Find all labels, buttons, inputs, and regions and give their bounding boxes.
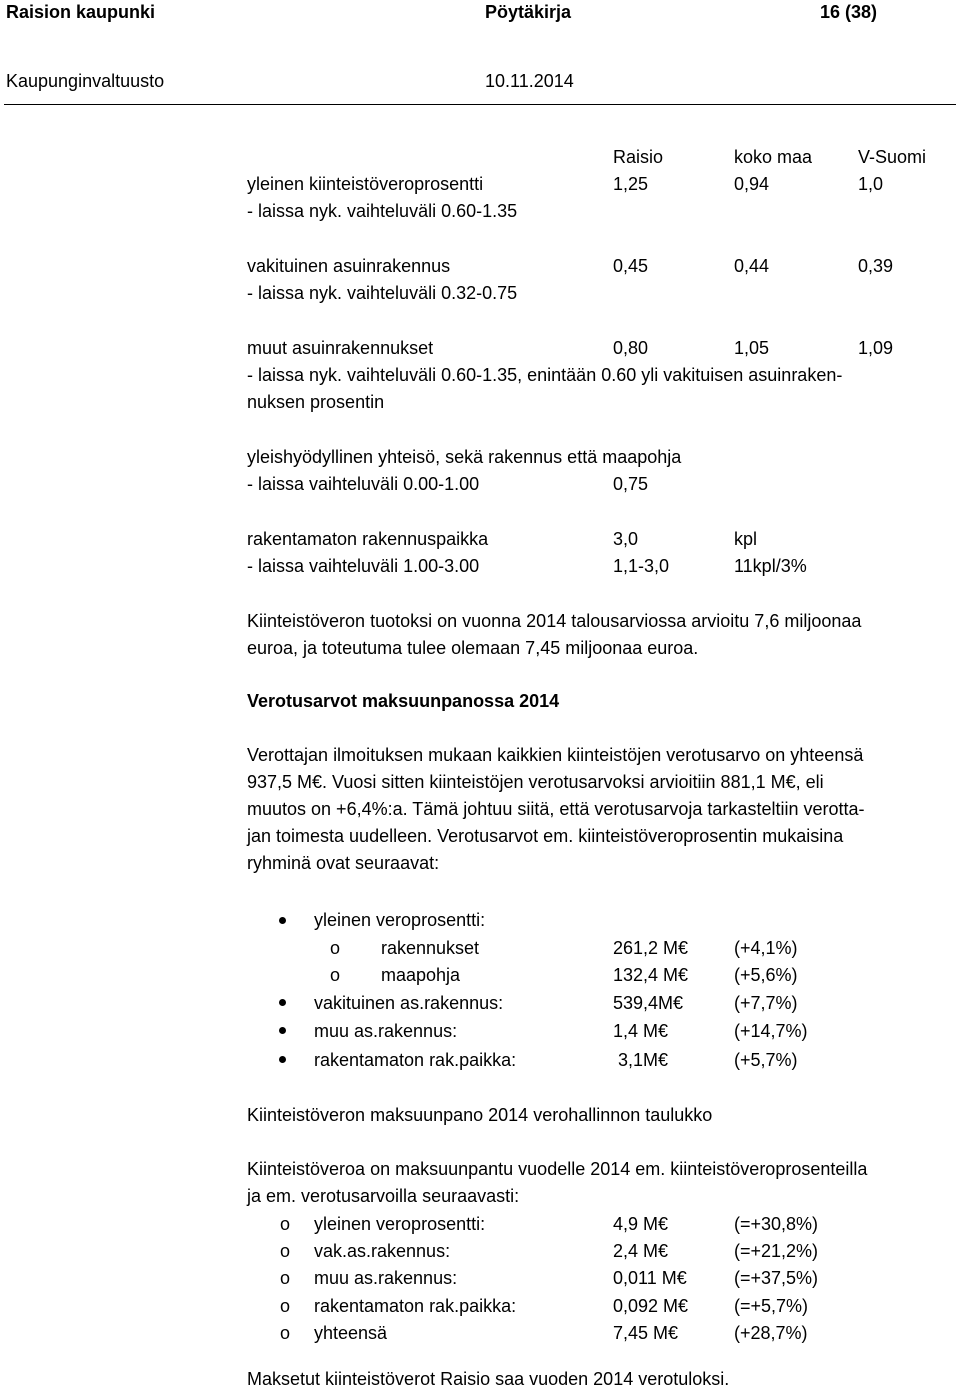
row-label: muut asuinrakennukset	[247, 338, 434, 358]
row-sublabel: - laissa vaihteluväli 1.00-3.00	[247, 556, 480, 576]
cell-value: 0,80	[613, 338, 649, 358]
list-value: 4,9 M€	[613, 1214, 669, 1234]
row-label: vakituinen asuinrakennus	[247, 256, 451, 276]
list-value: 539,4M€	[613, 993, 684, 1013]
list-change: (+28,7%)	[734, 1323, 808, 1343]
header-page-number: 16 (38)	[820, 2, 878, 22]
cell-value: 1,25	[613, 174, 649, 194]
col-header-raisio: Raisio	[613, 147, 664, 167]
paragraph-line: ryhminä ovat seuraavat:	[247, 853, 440, 873]
sub-list-marker: o	[330, 965, 341, 985]
cell-value: 0,39	[858, 256, 894, 276]
list-change: (=+5,7%)	[734, 1296, 809, 1316]
col-header-koko-maa: koko maa	[734, 147, 813, 167]
list-change: (+4,1%)	[734, 938, 798, 958]
list-value: 132,4 M€	[613, 965, 689, 985]
list-value: 3,1M€	[613, 1050, 669, 1070]
list-change: (+5,6%)	[734, 965, 798, 985]
bullet-icon	[279, 917, 286, 924]
paragraph-line: Kiinteistöveron maksuunpano 2014 verohallinnon taulukko	[247, 1105, 713, 1125]
list-item-label: yleinen veroprosentti:	[314, 1214, 486, 1234]
list-change: (=+30,8%)	[734, 1214, 819, 1234]
header-org: Raision kaupunki	[6, 2, 156, 22]
paragraph-line: Kiinteistöveroa on maksuunpantu vuodelle 2014 em. kiinteistöveroprosenteilla	[247, 1159, 868, 1179]
paragraph-line: muutos on +6,4%:a. Tämä johtuu siitä, että verotusarvoja tarkasteltiin verotta-	[247, 799, 865, 819]
cell-value: 1,05	[734, 338, 770, 358]
paragraph-line: Verottajan ilmoituksen mukaan kaikkien kiinteistöjen verotusarvo on yhteensä	[247, 745, 864, 765]
cell-value: 1,0	[858, 174, 884, 194]
cell-value: 11kpl/3%	[734, 556, 807, 576]
list-value: 2,4 M€	[613, 1241, 669, 1261]
paragraph-line: euroa, ja toteutuma tulee olemaan 7,45 miljoonaa euroa.	[247, 638, 699, 658]
list-item-label: muu as.rakennus:	[314, 1268, 458, 1288]
list-value: 261,2 M€	[613, 938, 689, 958]
list-value: 0,092 M€	[613, 1296, 689, 1316]
list-item-label: rakentamaton rak.paikka:	[314, 1296, 517, 1316]
row-label: rakentamaton rakennuspaikka	[247, 529, 489, 549]
list-item-label: vakituinen as.rakennus:	[314, 993, 504, 1013]
list-change: (+14,7%)	[734, 1021, 808, 1041]
row-sublabel: nuksen prosentin	[247, 392, 385, 412]
list-item-label: vak.as.rakennus:	[314, 1241, 451, 1261]
sub-list-label: rakennukset	[381, 938, 480, 958]
list-value: 0,011 M€	[613, 1268, 687, 1288]
list-marker: o	[280, 1268, 291, 1288]
list-change: (+7,7%)	[734, 993, 798, 1013]
list-marker: o	[280, 1214, 291, 1234]
cell-value: 0,75	[613, 474, 649, 494]
header-divider	[4, 104, 956, 105]
cell-value: 3,0	[613, 529, 639, 549]
row-sublabel: - laissa vaihteluväli 0.00-1.00	[247, 474, 480, 494]
list-change: (+5,7%)	[734, 1050, 798, 1070]
sub-list-label: maapohja	[381, 965, 461, 985]
paragraph-line: Kiinteistöveron tuotoksi on vuonna 2014 talousarviossa arvioitu 7,6 miljoonaa	[247, 611, 862, 631]
cell-value: 0,44	[734, 256, 770, 276]
paragraph-line: Maksetut kiinteistöverot Raisio saa vuoden 2014 verotuloksi.	[247, 1369, 730, 1389]
row-sublabel: - laissa nyk. vaihteluväli 0.60-1.35, enintään 0.60 yli vakituisen asuinraken-	[247, 365, 843, 385]
sub-list-marker: o	[330, 938, 341, 958]
section-heading: Verotusarvot maksuunpanossa 2014	[247, 691, 560, 711]
header-body: Kaupunginvaltuusto	[6, 71, 165, 91]
list-marker: o	[280, 1296, 291, 1316]
row-label: yleishyödyllinen yhteisö, sekä rakennus että maapohja	[247, 447, 682, 467]
row-sublabel: - laissa nyk. vaihteluväli 0.60-1.35	[247, 201, 518, 221]
cell-value: 1,09	[858, 338, 894, 358]
list-item-label: yleinen veroprosentti:	[314, 910, 486, 930]
header-doc-type: Pöytäkirja	[485, 2, 572, 22]
list-value: 7,45 M€	[613, 1323, 679, 1343]
paragraph-line: 937,5 M€. Vuosi sitten kiinteistöjen verotusarvoksi arvioitiin 881,1 M€, eli	[247, 772, 824, 792]
list-change: (=+21,2%)	[734, 1241, 819, 1261]
paragraph-line: ja em. verotusarvoilla seuraavasti:	[247, 1186, 520, 1206]
list-item-label: muu as.rakennus:	[314, 1021, 458, 1041]
cell-unit: kpl	[734, 529, 758, 549]
bullet-icon	[279, 1027, 286, 1034]
cell-value: 0,94	[734, 174, 770, 194]
list-marker: o	[280, 1323, 291, 1343]
cell-value: 0,45	[613, 256, 649, 276]
list-value: 1,4 M€	[613, 1021, 669, 1041]
row-sublabel: - laissa nyk. vaihteluväli 0.32-0.75	[247, 283, 518, 303]
col-header-v-suomi: V-Suomi	[858, 147, 927, 167]
row-label: yleinen kiinteistöveroprosentti	[247, 174, 484, 194]
list-marker: o	[280, 1241, 291, 1261]
bullet-icon	[279, 999, 286, 1006]
list-item-label: yhteensä	[314, 1323, 388, 1343]
paragraph-line: jan toimesta uudelleen. Verotusarvot em. kiinteistöveroprosentin mukaisina	[247, 826, 844, 846]
header-date: 10.11.2014	[485, 71, 574, 91]
cell-value: 1,1-3,0	[613, 556, 670, 576]
bullet-icon	[279, 1056, 286, 1063]
list-item-label: rakentamaton rak.paikka:	[314, 1050, 517, 1070]
list-change: (=+37,5%)	[734, 1268, 819, 1288]
